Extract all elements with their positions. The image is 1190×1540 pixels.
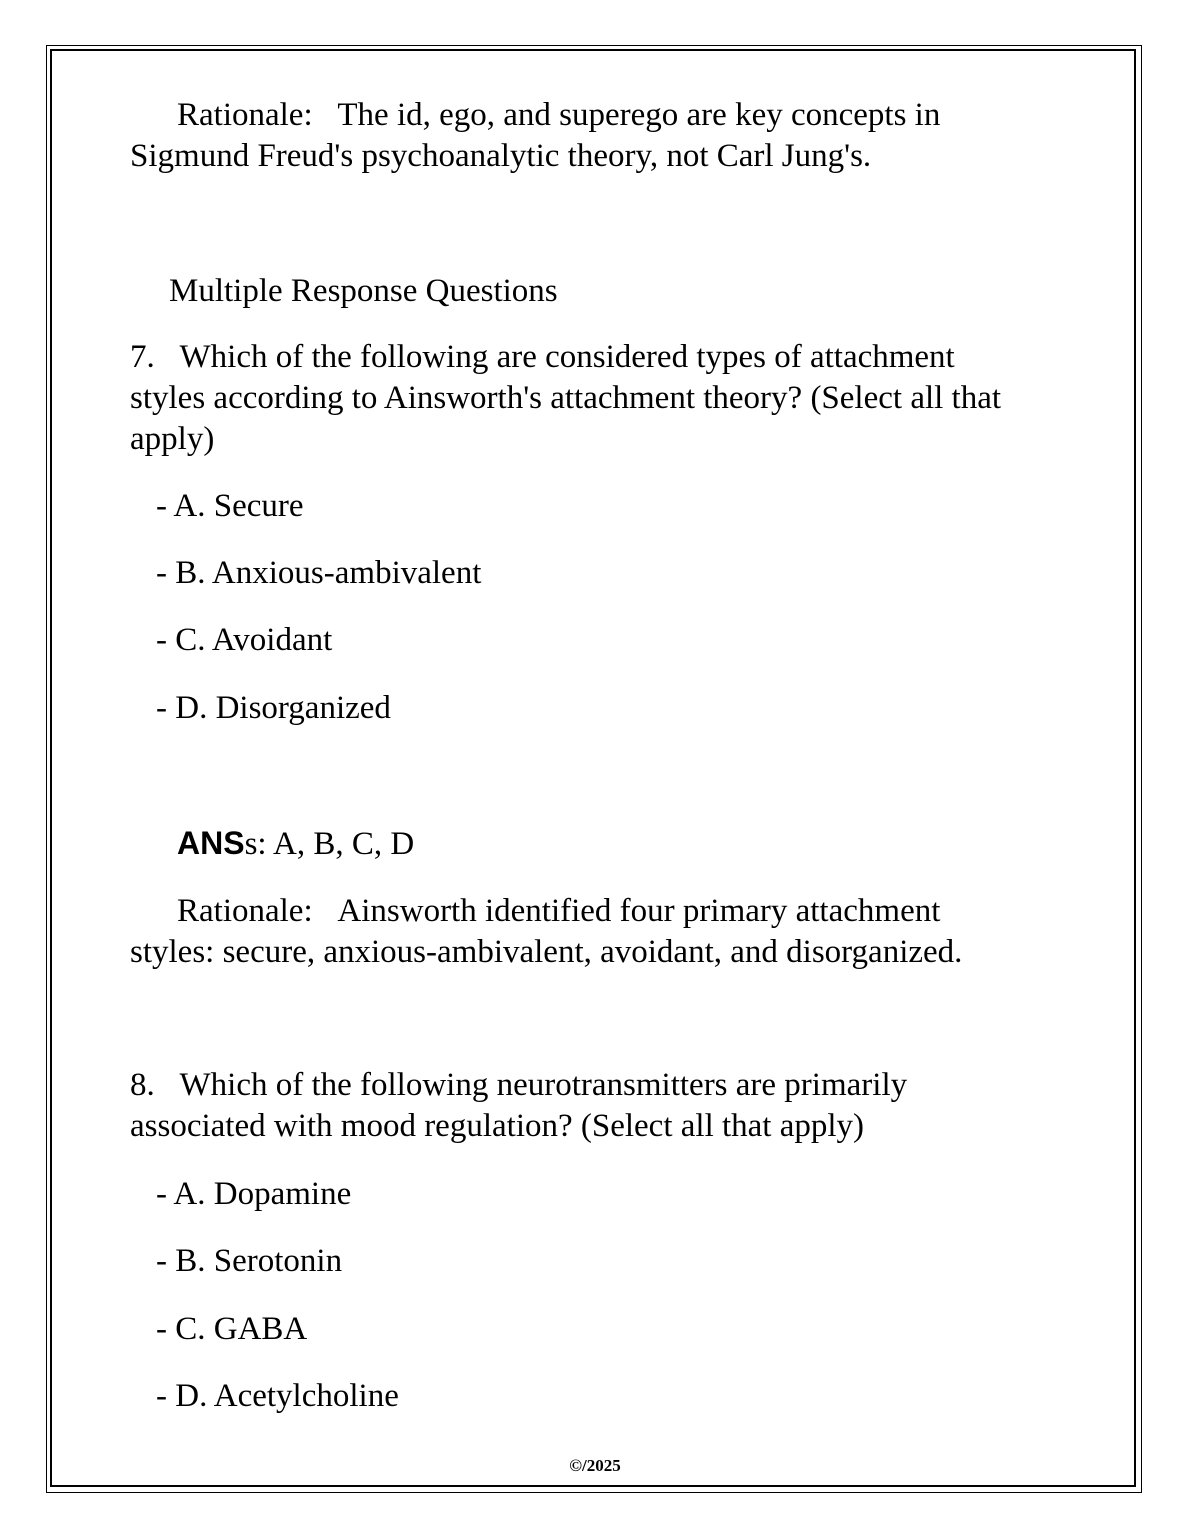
question-7-line1 [130, 337, 955, 378]
question-7-line3: apply) [130, 421, 215, 457]
question-7-option-d: - D. Disorganized [156, 690, 391, 726]
section-heading: Multiple Response Questions [169, 273, 558, 309]
question-7-option-c: - C. Avoidant [156, 622, 333, 658]
question-8-stem: Which of the following neurotransmitters are primarily [179, 1067, 908, 1103]
question-8-line2: associated with mood regulation? (Select all that apply) [130, 1108, 865, 1144]
question-7-line2: styles according to Ainsworth's attachment theory? (Select all that [130, 380, 1002, 416]
question-7-option-a: - A. Secure [156, 488, 304, 524]
question-8-number: 8. [130, 1067, 155, 1103]
question-8-line1 [130, 1065, 907, 1106]
rationale-6-line1 [177, 95, 940, 136]
question-7-rationale-line1 [177, 891, 940, 932]
answer-label: ANS [177, 825, 245, 861]
question-7-rationale-label: Rationale: [177, 893, 313, 929]
question-8-option-c: - C. GABA [156, 1311, 308, 1347]
question-7-option-b: - B. Anxious-ambivalent [156, 555, 482, 591]
question-8-option-a: - A. Dopamine [156, 1176, 352, 1212]
answer-text: s: A, B, C, D [244, 826, 415, 862]
question-8-option-d: - D. Acetylcholine [156, 1378, 399, 1414]
question-7-answer [177, 823, 414, 865]
question-8-option-b: - B. Serotonin [156, 1243, 343, 1279]
rationale-6-label: Rationale: [177, 97, 313, 133]
rationale-6-line2: Sigmund Freud's psychoanalytic theory, not Carl Jung's. [130, 138, 872, 174]
page-footer-copyright: ©/2025 [569, 1456, 621, 1475]
rationale-6-text: The id, ego, and superego are key concepts in [337, 97, 941, 133]
question-7-number: 7. [130, 339, 155, 375]
question-7-rationale-text: Ainsworth identified four primary attachment [337, 893, 941, 929]
question-7-rationale-line2: styles: secure, anxious-ambivalent, avoidant, and disorganized. [130, 934, 963, 970]
question-7-stem: Which of the following are considered types of attachment [179, 339, 955, 375]
